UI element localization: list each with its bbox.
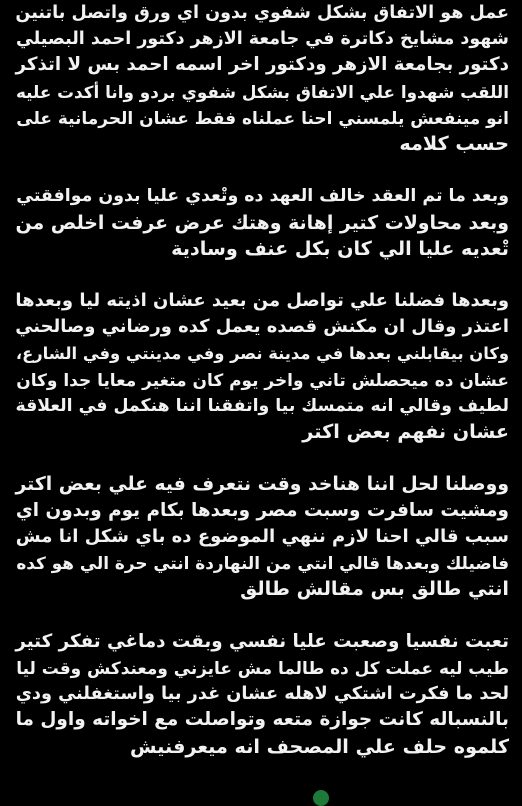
text-line: وبعدها فضلنا علي تواصل من بعيد عشان اذيته ليا وبعدها xyxy=(15,290,509,312)
paragraph-contact xyxy=(10,288,509,445)
text-line: حسب كلامه xyxy=(399,132,509,156)
text-line: وبعد ما تم العقد خالف العهد ده وتْعدي عليا بدون موافقتي xyxy=(16,186,509,207)
text-line: عمل هو الاتفاق بشكل شفوي بدون اي ورق واتصل باتنين xyxy=(15,3,509,23)
text-line: اعتذر وقال ان مكنش قصده يعمل كده ورضاني وصالحني xyxy=(15,316,509,338)
paragraph-after-contract xyxy=(10,183,509,262)
paragraph-agreement xyxy=(10,0,509,157)
text-line: انتي طالق بس مقالش طالق xyxy=(240,577,509,601)
text-line: دكتور بجامعة الازهر ودكتور اخر اسمه احمد بس لا اتذكر xyxy=(15,54,509,76)
text-line: فاضيلك وبعدها قالي انتي من النهاردة انتي حرة الي هو كده xyxy=(16,553,509,574)
text-line: سبب قالي احنا لازم ننهي الموضوع ده باي شكل انا مش xyxy=(15,526,509,548)
text-line: انو مينفعش يلمسني احنا عملناه فقط عشان الحرمانية على xyxy=(16,107,509,128)
text-line: لحد ما فكرت اشتكي لاهله عشان غدر بيا واستغفلني ودي xyxy=(15,684,509,705)
text-line: عشان ده ميحصلش تاني واخر يوم كان متغير معايا جدا وكان xyxy=(16,369,509,390)
text-line: وبعد محاولات كتير إهانة وهتك عرض عرفت اخلص من xyxy=(15,211,509,234)
text-line: وكان بيقابلني بعدها في مدينة نصر وفي مدينتي وفي الشارع، xyxy=(15,343,509,363)
text-line: لطيف وقالي انه متمسك بيا واتفقنا اننا هنكمل في العلاقة xyxy=(15,396,509,417)
text-line: كلموه حلف علي المصحف انه ميعرفنيش xyxy=(130,734,509,758)
text-line: تْعديه عليا الي كان بكل عنف وسادية xyxy=(171,236,509,260)
text-line: شهود مشايخ دكاترة في جامعة الازهر دكتور احمد البصيلي xyxy=(15,29,509,50)
text-line: عشان نفهم بعض اكتر xyxy=(302,420,509,444)
green-emoji-fragment xyxy=(313,790,329,806)
text-line: طيب ليه عملت كل ده طالما مش عايزني ومعندكش وقت ليا xyxy=(16,658,509,679)
text-line: ومشيت سافرت وسبت مصر وبعدها بكام يوم وبدون اي xyxy=(15,499,509,521)
paragraph-aftermath xyxy=(10,629,509,760)
text-line: تعبت نفسيا وصعبت عليا نفسي وبقت دماغي تفكر كتير xyxy=(15,630,509,652)
text-line: اللقب شهدوا علي الاتفاق بشكل شفوي بردو وانا أكدت عليه xyxy=(15,81,509,102)
paragraph-separation xyxy=(10,472,509,603)
text-line: ووصلنا لحل اننا هناخد وقت نتعرف فيه علي بعض اكتر xyxy=(15,473,509,495)
message-text xyxy=(10,0,509,786)
text-line: بالنسباله كانت جوازة متعه وتواصلت مع اخواته واول ما xyxy=(15,709,509,731)
